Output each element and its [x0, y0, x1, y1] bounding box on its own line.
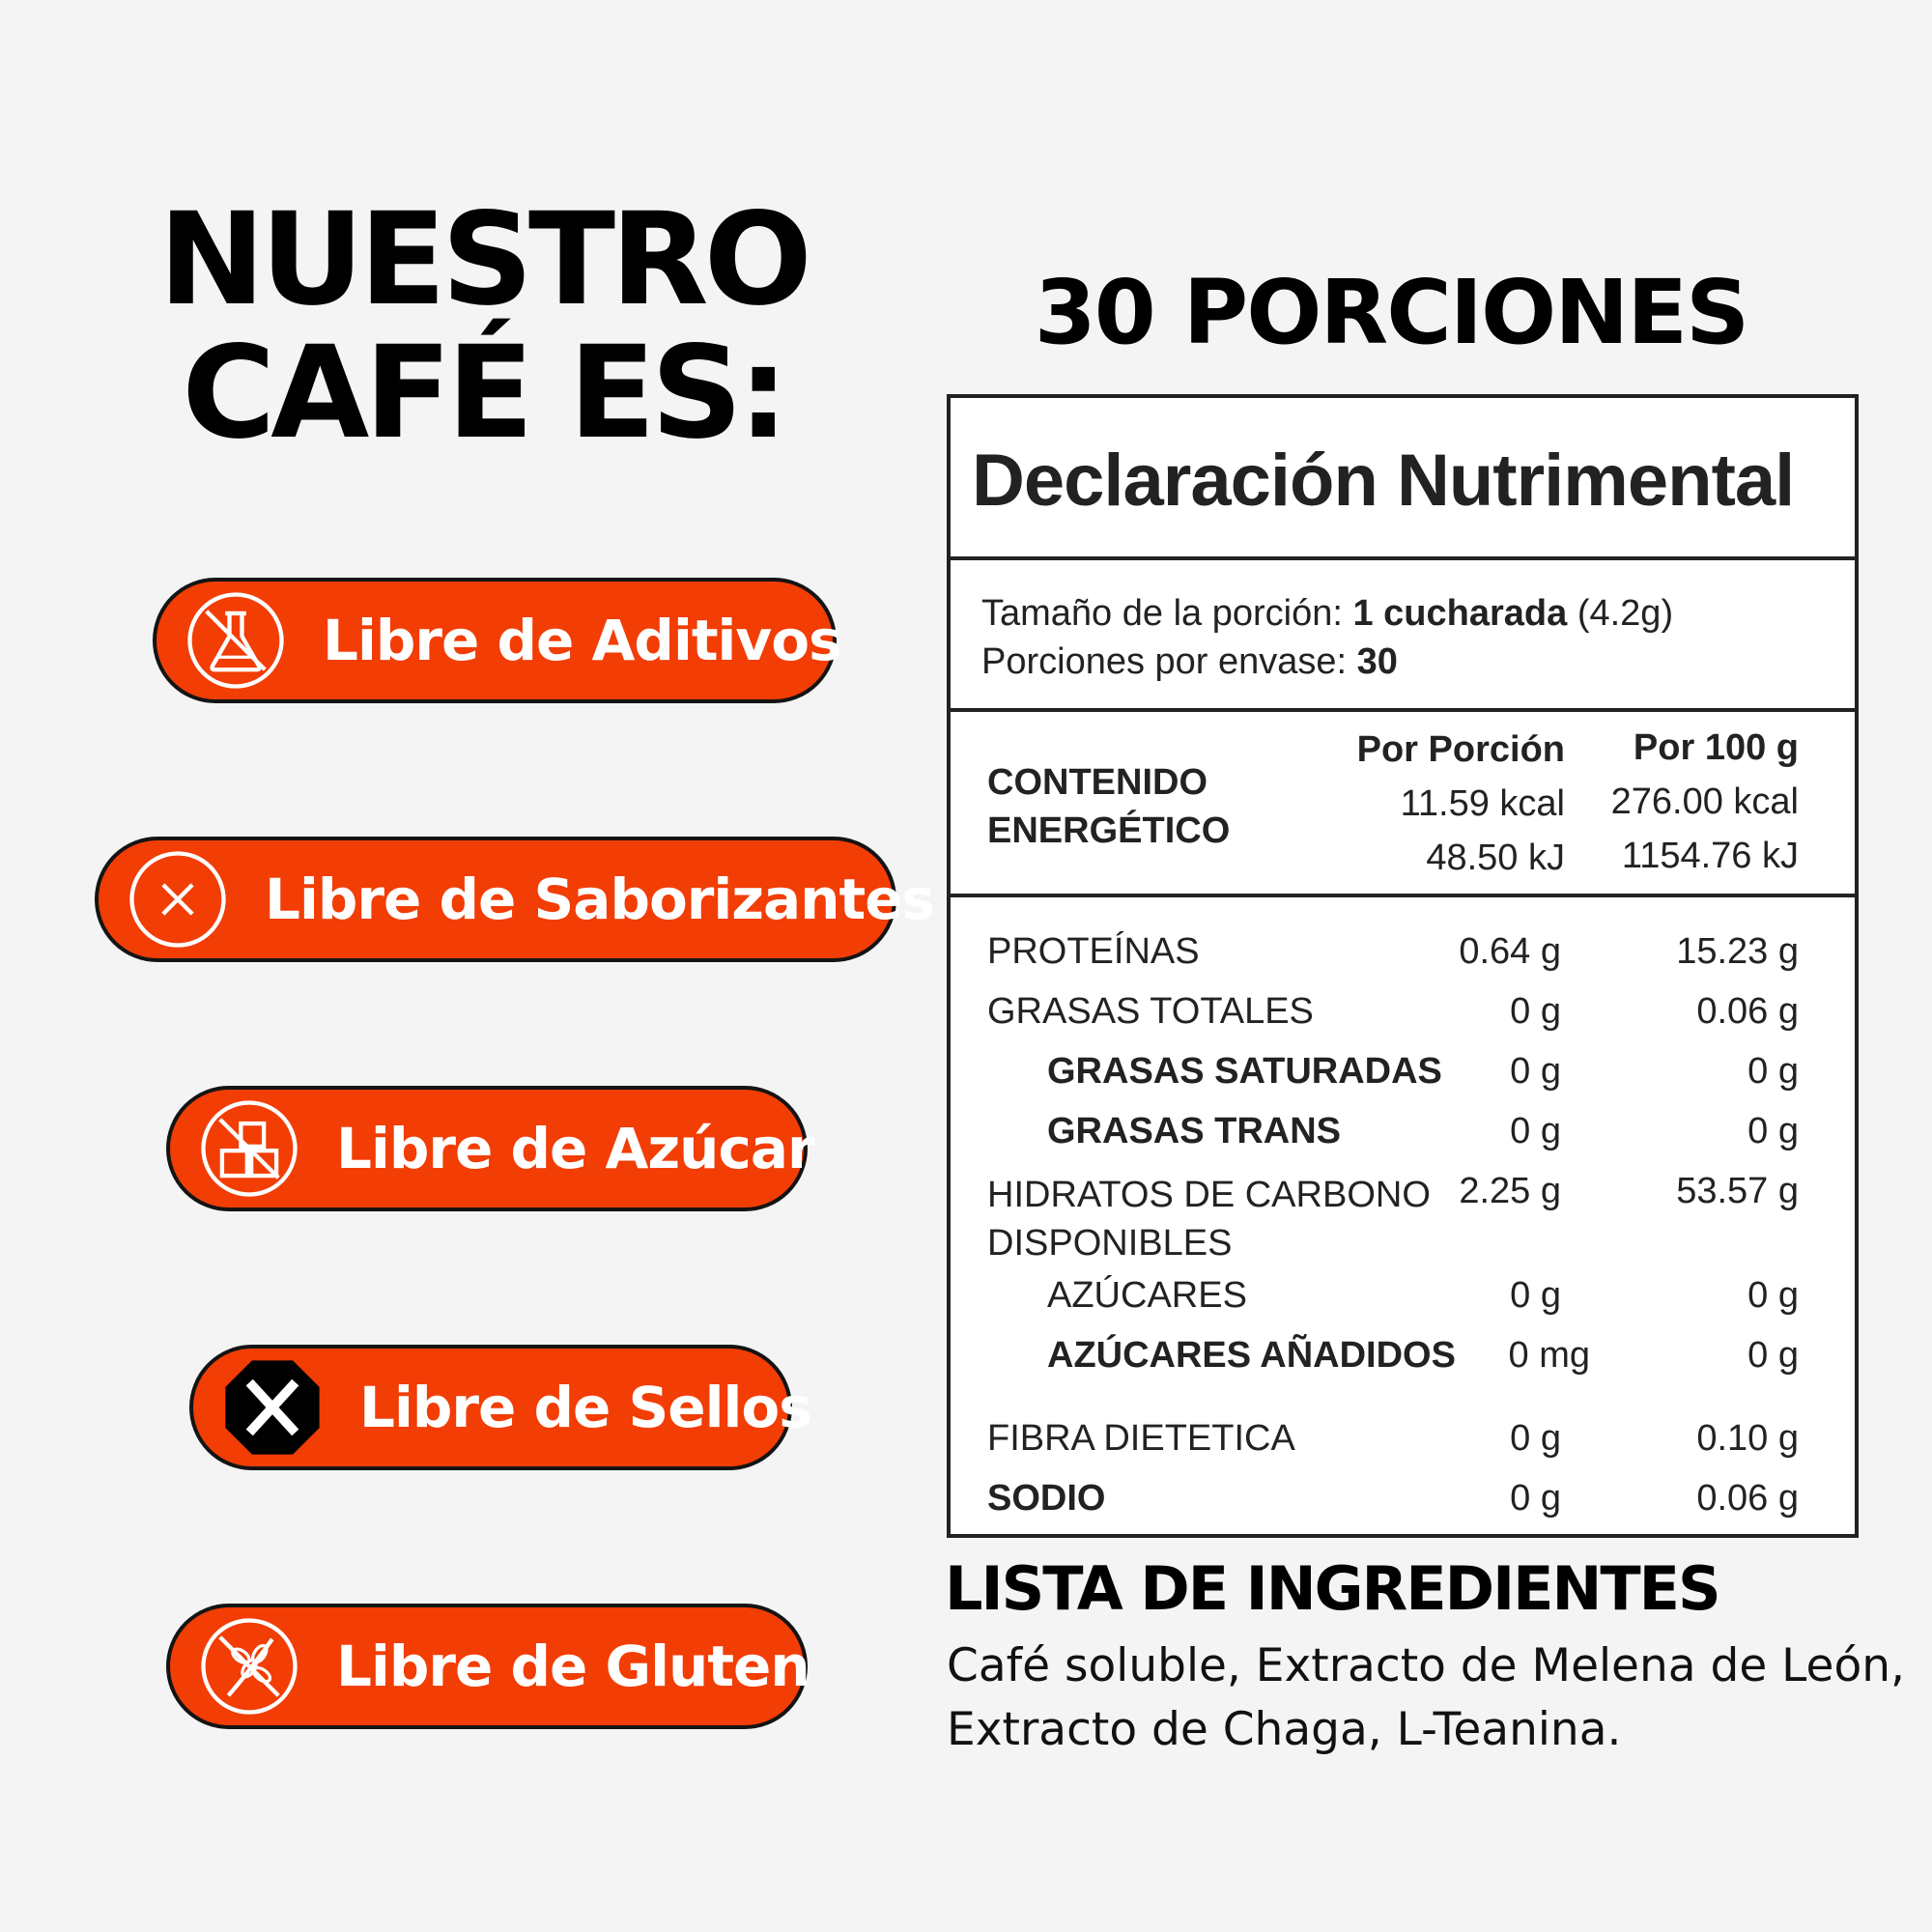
col-header-portion: Por Porción — [1356, 729, 1565, 770]
nutrient-per100: 0 g — [1747, 1335, 1799, 1376]
energy-section — [951, 712, 1855, 897]
nutrient-portion: 0 g — [1510, 1051, 1561, 1092]
nutrient-portion: 0 g — [1510, 991, 1561, 1032]
nutrient-per100: 53.57 g — [1676, 1171, 1799, 1211]
porciones-heading: 30 PORCIONES — [1034, 261, 1748, 364]
servings-value: 30 — [1356, 641, 1398, 682]
nutrient-per100: 0 g — [1747, 1275, 1799, 1316]
nutrient-name-line-1: HIDRATOS DE CARBONO — [987, 1175, 1431, 1215]
headline-line-1: NUESTRO — [158, 185, 808, 334]
kj-100g: 1154.76 kJ — [1621, 836, 1799, 876]
nutrient-portion: 2.25 g — [1459, 1171, 1561, 1211]
ingredients-text: Café soluble, Extracto de Melena de León, Extracto de Chaga, L-Teanina. — [947, 1639, 1905, 1756]
badge-libre-de-azucar — [166, 1086, 814, 1211]
servings-label: Porciones por envase: — [981, 641, 1348, 682]
badge-libre-de-sellos — [189, 1345, 811, 1470]
col-header-100g: Por 100 g — [1633, 727, 1799, 768]
nutrient-per100: 0.10 g — [1696, 1418, 1799, 1459]
serving-size-label: Tamaño de la porción: — [981, 593, 1343, 634]
nutrient-portion: 0 mg — [1508, 1335, 1590, 1376]
badge-label: Libre de Aditivos — [323, 608, 841, 673]
nutrient-portion: 0.64 g — [1459, 931, 1561, 972]
nutrition-title: Declaración Nutrimental — [951, 398, 1855, 560]
badge-label: Libre de Azúcar — [336, 1116, 814, 1181]
nutrient-name: GRASAS TRANS — [1047, 1111, 1342, 1151]
nutrient-name-line-2: DISPONIBLES — [987, 1223, 1233, 1264]
badge-label: Libre de Sellos — [359, 1375, 811, 1440]
nutrient-per100: 0 g — [1747, 1051, 1799, 1092]
headline — [97, 185, 869, 468]
nutrient-name: FIBRA DIETETICA — [987, 1418, 1295, 1459]
serving-size-grams: (4.2g) — [1577, 593, 1674, 634]
no-seals-octagon-icon — [220, 1355, 325, 1460]
nutrient-per100: 0 g — [1747, 1111, 1799, 1151]
no-gluten-wheat-icon — [197, 1614, 301, 1719]
ingredients-title: LISTA DE INGREDIENTES — [945, 1553, 1719, 1624]
badge-libre-de-saborizantes — [95, 837, 935, 962]
nutrient-name: GRASAS SATURADAS — [1047, 1051, 1442, 1092]
serving-info — [951, 560, 1855, 712]
headline-line-2: CAFÉ ES: — [182, 319, 784, 468]
nutrient-portion: 0 g — [1510, 1275, 1561, 1316]
kcal-100g: 276.00 kcal — [1610, 781, 1799, 822]
nutrient-name: AZÚCARES AÑADIDOS — [1047, 1335, 1456, 1376]
servings-line — [981, 638, 1855, 686]
nutrient-portion: 0 g — [1510, 1111, 1561, 1151]
badge-label: Libre de Gluten — [336, 1634, 810, 1699]
nutrient-name: GRASAS TOTALES — [987, 991, 1314, 1032]
nutrient-name: PROTEÍNAS — [987, 931, 1200, 972]
badge-libre-de-gluten — [166, 1604, 808, 1729]
serving-size-line — [981, 589, 1855, 638]
energy-label — [987, 758, 1230, 855]
no-additives-flask-icon — [184, 588, 288, 693]
nutrition-table — [947, 394, 1859, 1538]
no-sugar-cubes-icon — [197, 1096, 301, 1201]
badge-label: Libre de Saborizantes — [265, 867, 935, 932]
nutrient-per100: 0.06 g — [1696, 1478, 1799, 1519]
energy-label-line-2: ENERGÉTICO — [987, 810, 1231, 851]
nutrient-name — [987, 1171, 1431, 1267]
nutrient-portion: 0 g — [1510, 1478, 1561, 1519]
nutrient-name: SODIO — [987, 1478, 1106, 1519]
nutrient-per100: 0.06 g — [1696, 991, 1799, 1032]
serving-size-value: 1 cucharada — [1352, 593, 1568, 634]
nutrient-portion: 0 g — [1510, 1418, 1561, 1459]
energy-label-line-1: CONTENIDO — [987, 762, 1208, 803]
nutrient-name: AZÚCARES — [1047, 1275, 1247, 1316]
kcal-portion: 11.59 kcal — [1400, 783, 1565, 824]
badge-libre-de-aditivos — [153, 578, 841, 703]
x-circle-icon — [126, 847, 230, 952]
nutrient-per100: 15.23 g — [1676, 931, 1799, 972]
kj-portion: 48.50 kJ — [1426, 838, 1565, 878]
